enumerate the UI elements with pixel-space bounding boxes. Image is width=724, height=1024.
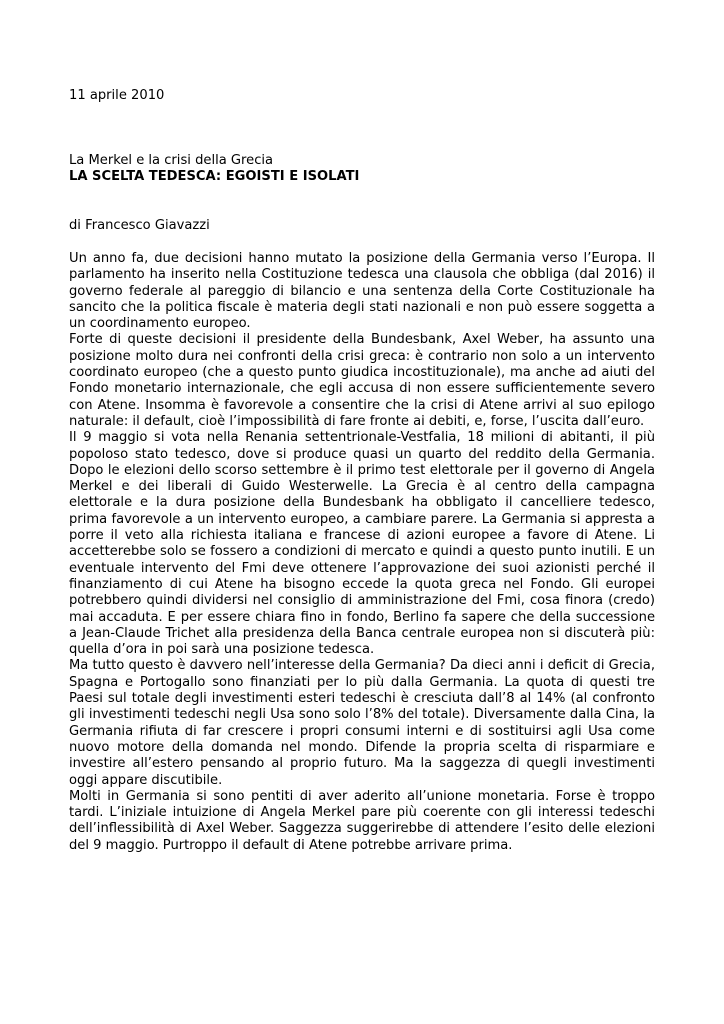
article-date: 11 aprile 2010: [69, 88, 165, 103]
paragraph-4: Ma tutto questo è davvero nell’interesse della Germania? Da dieci anni i deficit di Grecia, Spagna e Portogallo sono finanziati per lo più dalla Germania. La quota di questi tre Paesi sul totale degli investimenti esteri tedeschi è cresciuta dall’8 al 14% (al confronto gli investimenti tedeschi negli Usa sono solo l’8% del totale). Diversamente dalla Cina, la Germania rifiuta di far crescere i propri consumi interni e di sostituirsi agli Usa come nuovo motore della domanda nel mondo. Difende la propria scelta di risparmiare e investire all’estero pensando al proprio futuro. Ma la saggezza di quegli investimenti oggi appare discutibile.: [69, 658, 655, 788]
paragraph-3: Il 9 maggio si vota nella Renania settentrionale-Vestfalia, 18 milioni di abitanti, il più popoloso stato tedesco, dove si produce quasi un quarto del reddito della Germania. Dopo le elezioni dello scorso settembre è il primo test elettorale per il governo di Angela Merkel e dei liberali di Guido Westerwelle. La Grecia è al centro della campagna elettorale e la dura posizione della Bundesbank ha obbligato il cancelliere tedesco, prima favorevole a un intervento europeo, a cambiare parere. La Germania si appresta a porre il veto alla richiesta italiana e francese di azioni europee a favore di Atene. Li accetterebbe solo se fossero a condizioni di mercato e quindi a questo punto inutili. E un eventuale intervento del Fmi deve ottenere l’approvazione dei suoi azionisti perché il finanziamento di cui Atene ha bisogno eccede la quota greca nel Fondo. Gli europei potrebbero quindi dividersi nel consiglio di amministrazione del Fmi, cosa finora (credo) mai accaduta. E per essere chiara fino in fondo, Berlino fa sapere che della successione a Jean-Claude Trichet alla presidenza della Banca centrale europea non si discuterà più: quella d’ora in poi sarà una posizione tedesca.: [69, 430, 655, 658]
paragraph-5: Molti in Germania si sono pentiti di aver aderito all’unione monetaria. Forse è troppo tardi. L’iniziale intuizione di Angela Merkel pare più coerente con gli interessi tedeschi dell’inflessibilità di Axel Weber. Saggezza suggerirebbe di attendere l’esito delle elezioni del 9 maggio. Purtroppo il default di Atene potrebbe arrivare prima.: [69, 788, 655, 853]
document-page: [69, 0, 655, 1024]
article-body: [69, 251, 655, 854]
paragraph-2: Forte di queste decisioni il presidente della Bundesbank, Axel Weber, ha assunto una posizione molto dura nei confronti della crisi greca: è contrario non solo a un intervento coordinato europeo (che a questo punto giudica incostituzionale), ma anche ad aiuti del Fondo monetario internazionale, che egli accusa di non essere sufficientemente severo con Atene. Insomma è favorevole a consentire che la crisi di Atene arrivi al suo epilogo naturale: il default, cioè l’impossibilità di fare fronte ai debiti, e, forse, l’uscita dall’euro.: [69, 332, 655, 429]
article-title: LA SCELTA TEDESCA: EGOISTI E ISOLATI: [69, 169, 360, 184]
article-byline: di Francesco Giavazzi: [69, 218, 210, 233]
article-header: [69, 153, 655, 185]
article-topic: La Merkel e la crisi della Grecia: [69, 153, 274, 168]
paragraph-1: Un anno fa, due decisioni hanno mutato la posizione della Germania verso l’Europa. Il parlamento ha inserito nella Costituzione tedesca una clausola che obbliga (dal 2016) il governo federale al pareggio di bilancio e una sentenza della Corte Costituzionale ha sancito che la politica fiscale è materia degli stati nazionali e non può essere soggetta a un coordinamento europeo.: [69, 251, 655, 332]
